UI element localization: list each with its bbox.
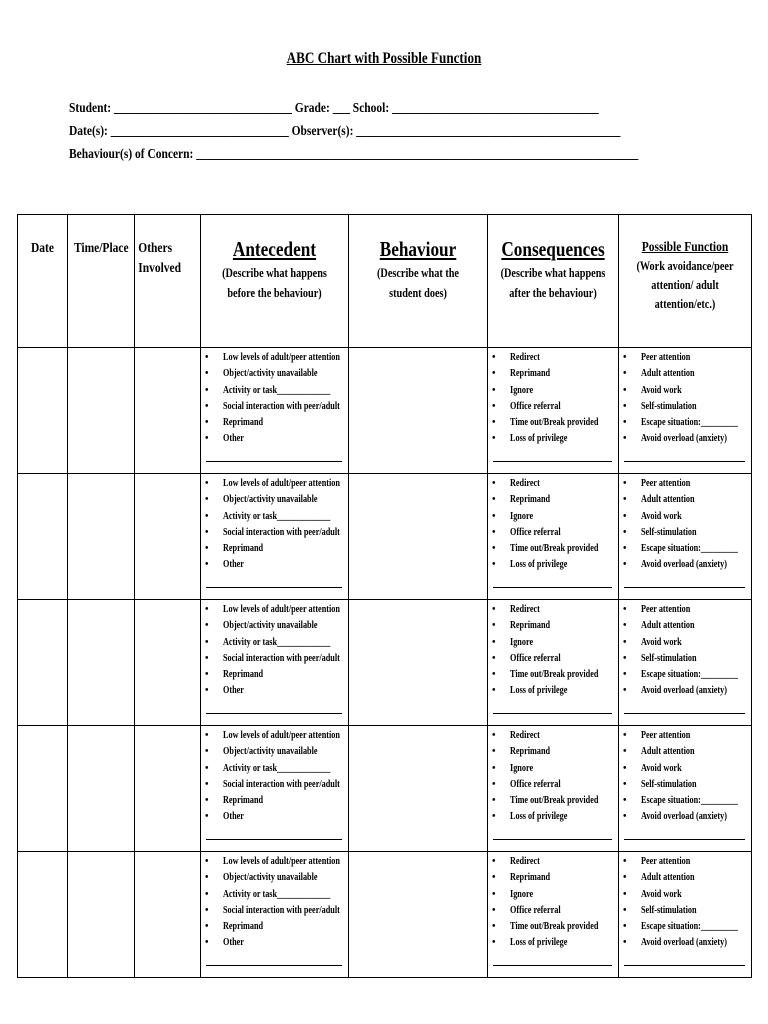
list-item: • Time out/Break provided xyxy=(488,919,618,935)
list-item: • Redirect xyxy=(488,602,618,618)
list-item: • Avoid work xyxy=(619,761,751,777)
list-item: • Escape situation:_________ xyxy=(619,793,751,809)
list-item: • Other xyxy=(201,809,348,825)
possible-function-cell[interactable] xyxy=(619,348,752,474)
consequence-blank-line[interactable] xyxy=(493,839,612,840)
function-blank-line[interactable] xyxy=(624,713,745,714)
list-item: • Adult attention xyxy=(619,492,751,508)
behaviour-cell[interactable] xyxy=(349,600,488,726)
column-header-time-place: Time/Place xyxy=(68,215,135,348)
table-row xyxy=(18,474,752,600)
consequences-heading: Consequences xyxy=(501,237,605,261)
list-item: • Office referral xyxy=(488,777,618,793)
date-cell[interactable] xyxy=(18,348,68,474)
possible-function-cell[interactable] xyxy=(619,726,752,852)
list-item: • Time out/Break provided xyxy=(488,793,618,809)
behaviour-heading: Behaviour xyxy=(379,237,457,261)
behaviour-cell[interactable] xyxy=(349,348,488,474)
list-item: • Object/activity unavailable xyxy=(201,870,348,886)
list-item: • Social interaction with peer/adult xyxy=(201,651,348,667)
list-item: • Office referral xyxy=(488,903,618,919)
list-item: • Reprimand xyxy=(488,366,618,382)
table-row xyxy=(18,348,752,474)
antecedent-cell[interactable] xyxy=(201,348,349,474)
list-item: • Redirect xyxy=(488,854,618,870)
function-blank-line[interactable] xyxy=(624,839,745,840)
list-item: • Peer attention xyxy=(619,350,751,366)
list-item: • Avoid work xyxy=(619,887,751,903)
list-item: • Avoid overload (anxiety) xyxy=(619,431,751,447)
list-item: • Redirect xyxy=(488,350,618,366)
antecedent-cell[interactable] xyxy=(201,852,349,978)
list-item: • Other xyxy=(201,683,348,699)
behaviour-description: (Describe what the student does) xyxy=(377,266,459,300)
list-item: • Activity or task_____________ xyxy=(201,635,348,651)
consequence-blank-line[interactable] xyxy=(493,461,612,462)
list-item: • Other xyxy=(201,935,348,951)
list-item: • Ignore xyxy=(488,887,618,903)
page-title: ABC Chart with Possible Function xyxy=(286,50,482,67)
list-item: • Adult attention xyxy=(619,618,751,634)
list-item: • Office referral xyxy=(488,525,618,541)
consequence-blank-line[interactable] xyxy=(493,713,612,714)
time-place-cell[interactable] xyxy=(68,474,135,600)
list-item: • Ignore xyxy=(488,383,618,399)
antecedent-description: (Describe what happens before the behaviour) xyxy=(222,266,327,300)
list-item: • Escape situation:_________ xyxy=(619,919,751,935)
consequence-options-list xyxy=(488,854,618,952)
abc-chart-table xyxy=(17,214,752,978)
list-item: • Self-stimulation xyxy=(619,903,751,919)
function-heading: Possible Function xyxy=(641,240,729,255)
antecedent-options-list xyxy=(201,854,348,952)
time-place-cell[interactable] xyxy=(68,600,135,726)
consequence-blank-line[interactable] xyxy=(493,587,612,588)
list-item: • Time out/Break provided xyxy=(488,541,618,557)
list-item: • Reprimand xyxy=(201,541,348,557)
function-blank-line[interactable] xyxy=(624,965,745,966)
time-place-cell[interactable] xyxy=(68,852,135,978)
table-row xyxy=(18,726,752,852)
consequences-description: (Describe what happens after the behaviour) xyxy=(500,266,606,300)
antecedent-cell[interactable] xyxy=(201,600,349,726)
list-item: • Low levels of adult/peer attention xyxy=(201,602,348,618)
behaviour-cell[interactable] xyxy=(349,852,488,978)
list-item: • Reprimand xyxy=(201,919,348,935)
function-options-list xyxy=(619,602,751,700)
list-item: • Ignore xyxy=(488,635,618,651)
antecedent-cell[interactable] xyxy=(201,474,349,600)
list-item: • Adult attention xyxy=(619,744,751,760)
list-item: • Ignore xyxy=(488,509,618,525)
list-item: • Loss of privilege xyxy=(488,809,618,825)
column-header-date: Date xyxy=(18,215,68,348)
list-item: • Loss of privilege xyxy=(488,557,618,573)
function-options-list xyxy=(619,476,751,574)
list-item: • Social interaction with peer/adult xyxy=(201,903,348,919)
column-header-others-involved: Others Involved xyxy=(135,215,201,348)
consequences-cell[interactable] xyxy=(488,852,619,978)
list-item: • Social interaction with peer/adult xyxy=(201,525,348,541)
list-item: • Object/activity unavailable xyxy=(201,744,348,760)
function-blank-line[interactable] xyxy=(624,587,745,588)
consequences-cell[interactable] xyxy=(488,474,619,600)
list-item: • Time out/Break provided xyxy=(488,415,618,431)
list-item: • Social interaction with peer/adult xyxy=(201,777,348,793)
list-item: • Object/activity unavailable xyxy=(201,492,348,508)
others-involved-cell[interactable] xyxy=(135,348,201,474)
function-options-list xyxy=(619,350,751,448)
list-item: • Social interaction with peer/adult xyxy=(201,399,348,415)
list-item: • Activity or task_____________ xyxy=(201,509,348,525)
table-header-row xyxy=(18,215,752,348)
list-item: • Low levels of adult/peer attention xyxy=(201,728,348,744)
list-item: • Peer attention xyxy=(619,476,751,492)
date-cell[interactable] xyxy=(18,726,68,852)
antecedent-blank-line[interactable] xyxy=(206,839,342,840)
list-item: • Adult attention xyxy=(619,366,751,382)
list-item: • Self-stimulation xyxy=(619,525,751,541)
column-header-consequences xyxy=(488,215,619,348)
time-place-cell[interactable] xyxy=(68,726,135,852)
antecedent-options-list xyxy=(201,476,348,574)
list-item: • Activity or task_____________ xyxy=(201,761,348,777)
list-item: • Other xyxy=(201,431,348,447)
antecedent-blank-line[interactable] xyxy=(206,713,342,714)
consequences-cell[interactable] xyxy=(488,726,619,852)
others-involved-cell[interactable] xyxy=(135,852,201,978)
antecedent-options-list xyxy=(201,350,348,448)
consequences-cell[interactable] xyxy=(488,348,619,474)
function-options-list xyxy=(619,854,751,952)
antecedent-blank-line[interactable] xyxy=(206,965,342,966)
date-cell[interactable] xyxy=(18,474,68,600)
list-item: • Avoid work xyxy=(619,383,751,399)
consequences-cell[interactable] xyxy=(488,600,619,726)
list-item: • Avoid overload (anxiety) xyxy=(619,809,751,825)
student-info-line: Student: _______________________________ Grade: ___ School: ____________________________________ xyxy=(69,101,599,116)
time-place-cell[interactable] xyxy=(68,348,135,474)
list-item: • Redirect xyxy=(488,728,618,744)
list-item: • Reprimand xyxy=(201,415,348,431)
list-item: • Adult attention xyxy=(619,870,751,886)
others-involved-cell[interactable] xyxy=(135,726,201,852)
list-item: • Ignore xyxy=(488,761,618,777)
list-item: • Reprimand xyxy=(488,618,618,634)
date-cell[interactable] xyxy=(18,852,68,978)
list-item: • Loss of privilege xyxy=(488,431,618,447)
list-item: • Redirect xyxy=(488,476,618,492)
list-item: • Avoid overload (anxiety) xyxy=(619,557,751,573)
possible-function-cell[interactable] xyxy=(619,474,752,600)
others-involved-cell[interactable] xyxy=(135,474,201,600)
antecedent-options-list xyxy=(201,728,348,826)
list-item: • Reprimand xyxy=(488,492,618,508)
list-item: • Peer attention xyxy=(619,854,751,870)
list-item: • Self-stimulation xyxy=(619,651,751,667)
list-item: • Low levels of adult/peer attention xyxy=(201,476,348,492)
column-header-antecedent xyxy=(201,215,349,348)
list-item: • Low levels of adult/peer attention xyxy=(201,854,348,870)
list-item: • Loss of privilege xyxy=(488,683,618,699)
antecedent-cell[interactable] xyxy=(201,726,349,852)
behaviour-cell[interactable] xyxy=(349,474,488,600)
date-observer-line: Date(s): _______________________________ Observer(s): ______________________________________________ xyxy=(69,124,621,139)
list-item: • Reprimand xyxy=(201,667,348,683)
list-item: • Avoid overload (anxiety) xyxy=(619,683,751,699)
antecedent-blank-line[interactable] xyxy=(206,461,342,462)
list-item: • Office referral xyxy=(488,399,618,415)
list-item: • Time out/Break provided xyxy=(488,667,618,683)
others-involved-cell[interactable] xyxy=(135,600,201,726)
possible-function-cell[interactable] xyxy=(619,852,752,978)
list-item: • Activity or task_____________ xyxy=(201,887,348,903)
antecedent-blank-line[interactable] xyxy=(206,587,342,588)
list-item: • Office referral xyxy=(488,651,618,667)
list-item: • Reprimand xyxy=(201,793,348,809)
list-item: • Activity or task_____________ xyxy=(201,383,348,399)
list-item: • Other xyxy=(201,557,348,573)
list-item: • Reprimand xyxy=(488,744,618,760)
column-header-behaviour xyxy=(349,215,488,348)
list-item: • Object/activity unavailable xyxy=(201,618,348,634)
table-row xyxy=(18,600,752,726)
list-item: • Reprimand xyxy=(488,870,618,886)
antecedent-options-list xyxy=(201,602,348,700)
list-item: • Self-stimulation xyxy=(619,399,751,415)
consequence-options-list xyxy=(488,602,618,700)
list-item: • Loss of privilege xyxy=(488,935,618,951)
consequence-options-list xyxy=(488,476,618,574)
date-cell[interactable] xyxy=(18,600,68,726)
list-item: • Escape situation:_________ xyxy=(619,541,751,557)
consequence-options-list xyxy=(488,728,618,826)
behaviour-cell[interactable] xyxy=(349,726,488,852)
possible-function-cell[interactable] xyxy=(619,600,752,726)
list-item: • Low levels of adult/peer attention xyxy=(201,350,348,366)
list-item: • Escape situation:_________ xyxy=(619,667,751,683)
column-header-possible-function xyxy=(619,215,752,348)
list-item: • Peer attention xyxy=(619,728,751,744)
list-item: • Avoid work xyxy=(619,509,751,525)
table-row xyxy=(18,852,752,978)
function-options-list xyxy=(619,728,751,826)
list-item: • Self-stimulation xyxy=(619,777,751,793)
list-item: • Peer attention xyxy=(619,602,751,618)
function-blank-line[interactable] xyxy=(624,461,745,462)
list-item: • Avoid work xyxy=(619,635,751,651)
list-item: • Escape situation:_________ xyxy=(619,415,751,431)
list-item: • Object/activity unavailable xyxy=(201,366,348,382)
consequence-blank-line[interactable] xyxy=(493,965,612,966)
consequence-options-list xyxy=(488,350,618,448)
list-item: • Avoid overload (anxiety) xyxy=(619,935,751,951)
function-description: (Work avoidance/peer attention/ adult attention/etc.) xyxy=(636,259,734,311)
behaviour-concern-line: Behaviour(s) of Concern: _____________________________________________________________________________ xyxy=(69,147,639,162)
antecedent-heading: Antecedent xyxy=(232,237,317,261)
